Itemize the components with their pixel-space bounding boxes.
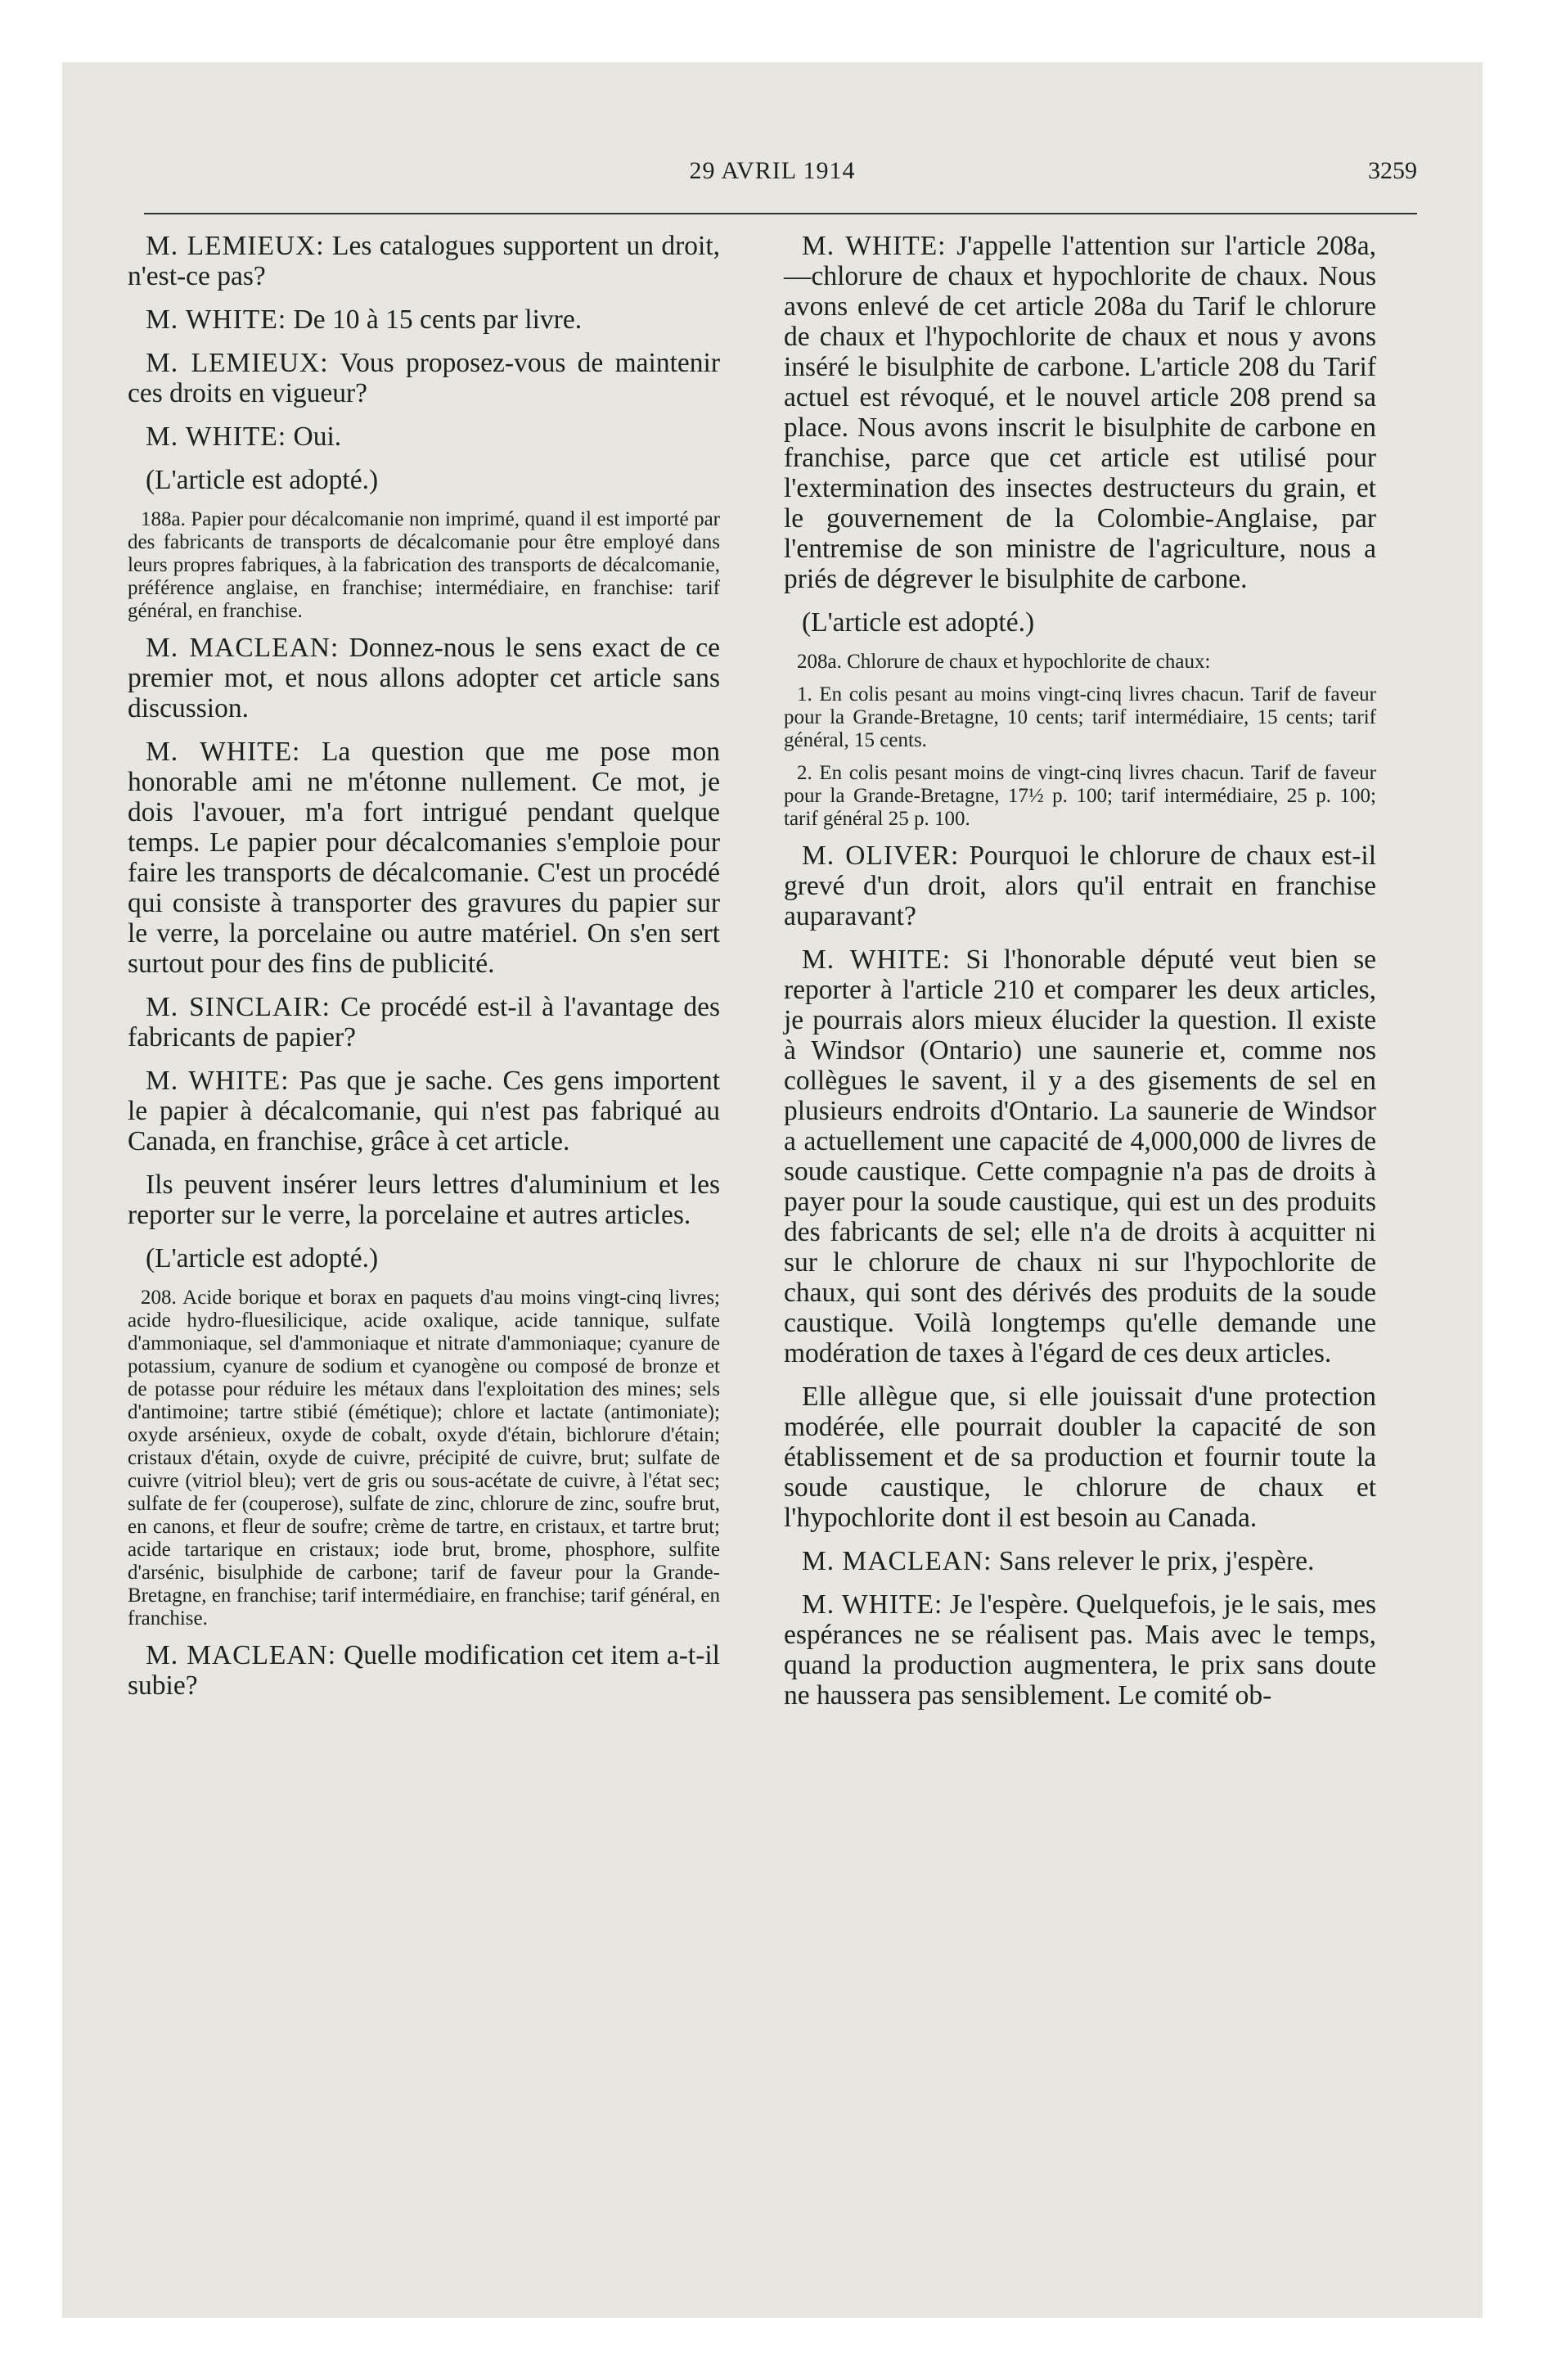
speaker-name: M. WHITE: — [146, 421, 287, 452]
speech-paragraph — [784, 841, 1376, 931]
speaker-name: M. WHITE: — [146, 737, 301, 767]
speech-paragraph — [784, 1589, 1376, 1711]
adoption-note: (L'article est adopté.) — [146, 465, 379, 495]
speaker-name: M. WHITE: — [146, 1066, 290, 1096]
speech-paragraph — [784, 944, 1376, 1368]
speech-text: De 10 à 15 cents par livre. — [286, 304, 583, 335]
speech-paragraph — [128, 304, 720, 335]
speech-paragraph — [128, 992, 720, 1053]
speech-paragraph — [128, 231, 720, 291]
speech-text: Pourquoi le chlorure de chaux est-il grevé d'un droit, alors qu'il entrait en franchise auparavant? — [784, 841, 1377, 931]
speech-text: J'appelle l'attention sur l'article 208a,—chlorure de chaux et hypochlorite de chaux. Nous avons enlevé de cet article 208a du Tarif le chlorure de chaux et l'hypochlorite de chaux et nous y avons inséré le bisulphite de carbone. L'article 208 du Tarif actuel est révoqué, et le nouvel article 208 prend sa place. Nous avons inscrit le bisulphite de carbone en franchise, parce que cet article est utilisé pour l'extermination des insectes destructeurs du grain, et le gouvernement de la Colombie-Anglaise, par l'entremise de son ministre de l'agriculture, nous a priés de dégrever le bisulphite de carbone. — [784, 231, 1376, 594]
speaker-name: M. WHITE: — [146, 304, 287, 335]
speech-paragraph — [128, 1640, 720, 1701]
document-page — [62, 62, 1483, 2318]
page-header — [62, 157, 1483, 198]
speech-text: Si l'honorable député veut bien se reporter à l'article 210 et comparer les deux articles, je pourrais alors mieux élucider la question. Il existe à Windsor (Ontario) une saunerie et, comme nos collègues le savent, il y a des gisements de sel en plusieurs endroits d'Ontario. La saunerie de Windsor a actuellement une capacité de 4,000,000 de livres de soude caustique. Cette compagnie n'a pas de droits à payer pour la soude caustique, qui est un des produits des fabricants de sel; elle n'a de droits à acquitter ni sur le chlorure de chaux ni sur l'hypochlorite de chaux, qui sont des dérivés des produits de la soude caustique. Voilà longtemps qu'elle demande une modération de taxes à l'égard de ces deux articles. — [784, 944, 1376, 1368]
speech-paragraph — [128, 633, 720, 723]
speech-paragraph — [128, 737, 720, 979]
speech-text: La question que me pose mon honorable ami ne m'étonne nullement. Ce mot, je dois l'avouer, m'a fort intrigué pendant quelque temps. Le papier pour décalcomanies s'emploie pour faire les transports de décalcomanie. C'est un procédé qui consiste à transporter des gravures du papier sur le verre, la porcelaine ou autre matériel. On s'en sert surtout pour des fins de publicité. — [128, 737, 720, 979]
speech-text: Sans relever le prix, j'espère. — [992, 1546, 1315, 1576]
header-rule — [144, 213, 1417, 214]
speech-paragraph — [784, 1546, 1376, 1576]
speech-text: Vous proposez-vous de maintenir ces droits en vigueur? — [128, 348, 720, 408]
speech-text: Quelle modification cet item a-t-il subie? — [128, 1640, 720, 1701]
paragraph: Ils peuvent insérer leurs lettres d'aluminium et les reporter sur le verre, la porcelaine et autres articles. — [128, 1170, 720, 1230]
speaker-name: M. MACLEAN: — [146, 633, 340, 663]
left-column — [128, 231, 720, 1714]
speaker-name: M. WHITE: — [802, 944, 952, 975]
speech-text: Les catalogues supportent un droit, n'est-ce pas? — [128, 231, 720, 291]
speaker-name: M. SINCLAIR: — [146, 992, 331, 1022]
speech-paragraph — [128, 1066, 720, 1156]
right-column — [784, 231, 1376, 1724]
speech-text: Pas que je sache. Ces gens importent le papier à décalcomanie, qui n'est pas fabriqué au Canada, en franchise, grâce à cet article. — [128, 1066, 720, 1156]
speech-paragraph — [128, 421, 720, 452]
speaker-name: M. MACLEAN: — [146, 1640, 337, 1670]
speaker-name: M. LEMIEUX: — [146, 348, 329, 378]
speech-text: Oui. — [286, 421, 342, 452]
speech-paragraph — [784, 231, 1376, 594]
speaker-name: M. MACLEAN: — [802, 1546, 992, 1576]
speaker-name: M. WHITE: — [802, 1589, 943, 1620]
speech-paragraph — [128, 348, 720, 408]
speech-text: Je l'espère. Quelquefois, je le sais, mes espérances ne se réalisent pas. Mais avec le temps, quand la production augmentera, le prix sans doute ne haussera pas sensiblement. Le comité ob- — [784, 1589, 1376, 1711]
tariff-item: 188a. Papier pour décalcomanie non imprimé, quand il est importé par des fabricants de transports de décalcomanie pour être employé dans leurs propres fabriques, à la fabrication des transports de décalcomanie, préférence anglaise, en franchise; intermédiaire, en franchise: tarif général, en franchise. — [128, 508, 720, 622]
page-number: 3259 — [1368, 157, 1417, 184]
tariff-item: 2. En colis pesant moins de vingt-cinq livres chacun. Tarif de faveur pour la Grande-Bretagne, 17½ p. 100; tarif intermédiaire, 25 p. 100; tarif général 25 p. 100. — [784, 762, 1376, 830]
tariff-item: 208. Acide borique et borax en paquets d'au moins vingt-cinq livres; acide hydro-fluesilicique, acide oxalique, acide tannique, sulfate d'ammoniaque, sel d'ammoniaque et nitrate d'ammoniaque; cyanure de potassium, cyanure de sodium et cyanogène ou composé de bronze et de potasse pour réduire les métaux dans l'exploitation des mines; sels d'antimoine; tartre stibié (émétique); chlore et lactate (antimoniate); oxyde arsénieux, oxyde de cobalt, oxyde d'étain, bichlorure d'étain; cristaux d'étain, oxyde de cuivre, précipité de cuivre, brut; sulfate de cuivre (vitriol bleu); vert de gris ou sous-acétate de cuivre, à l'état sec; sulfate de fer (couperose), sulfate de zinc, chlorure de zinc, soufre brut, en canons, et fleur de soufre; crème de tartre, en cristaux, et tartre brut; acide tartarique en cristaux; iode brut, brome, phosphore, sulfite d'arsénic, bisulphide de carbone; tarif de faveur pour la Grande-Bretagne, en franchise; tarif intermédiaire, en franchise; tarif général, en franchise. — [128, 1287, 720, 1629]
speech-text: Donnez-nous le sens exact de ce premier mot, et nous allons adopter cet article sans discussion. — [128, 633, 721, 723]
adoption-note: (L'article est adopté.) — [146, 1243, 379, 1273]
adoption-note: (L'article est adopté.) — [802, 607, 1035, 638]
speaker-name: M. LEMIEUX: — [146, 231, 325, 261]
speaker-name: M. WHITE: — [802, 231, 947, 261]
tariff-item: 208a. Chlorure de chaux et hypochlorite de chaux: — [797, 651, 1211, 673]
paragraph: Elle allègue que, si elle jouissait d'une protection modérée, elle pourrait doubler la capacité de son établissement et de sa production et fournir toute la soude caustique, le chlorure de chaux et l'hypochlorite dont il est besoin au Canada. — [784, 1382, 1376, 1533]
tariff-item: 1. En colis pesant au moins vingt-cinq livres chacun. Tarif de faveur pour la Grande-Bretagne, 10 cents; tarif intermédiaire, 15 cents; tarif général, 15 cents. — [784, 683, 1376, 751]
speech-text: Ce procédé est-il à l'avantage des fabricants de papier? — [128, 992, 720, 1053]
speaker-name: M. OLIVER: — [802, 841, 960, 871]
header-date: 29 AVRIL 1914 — [689, 157, 856, 184]
